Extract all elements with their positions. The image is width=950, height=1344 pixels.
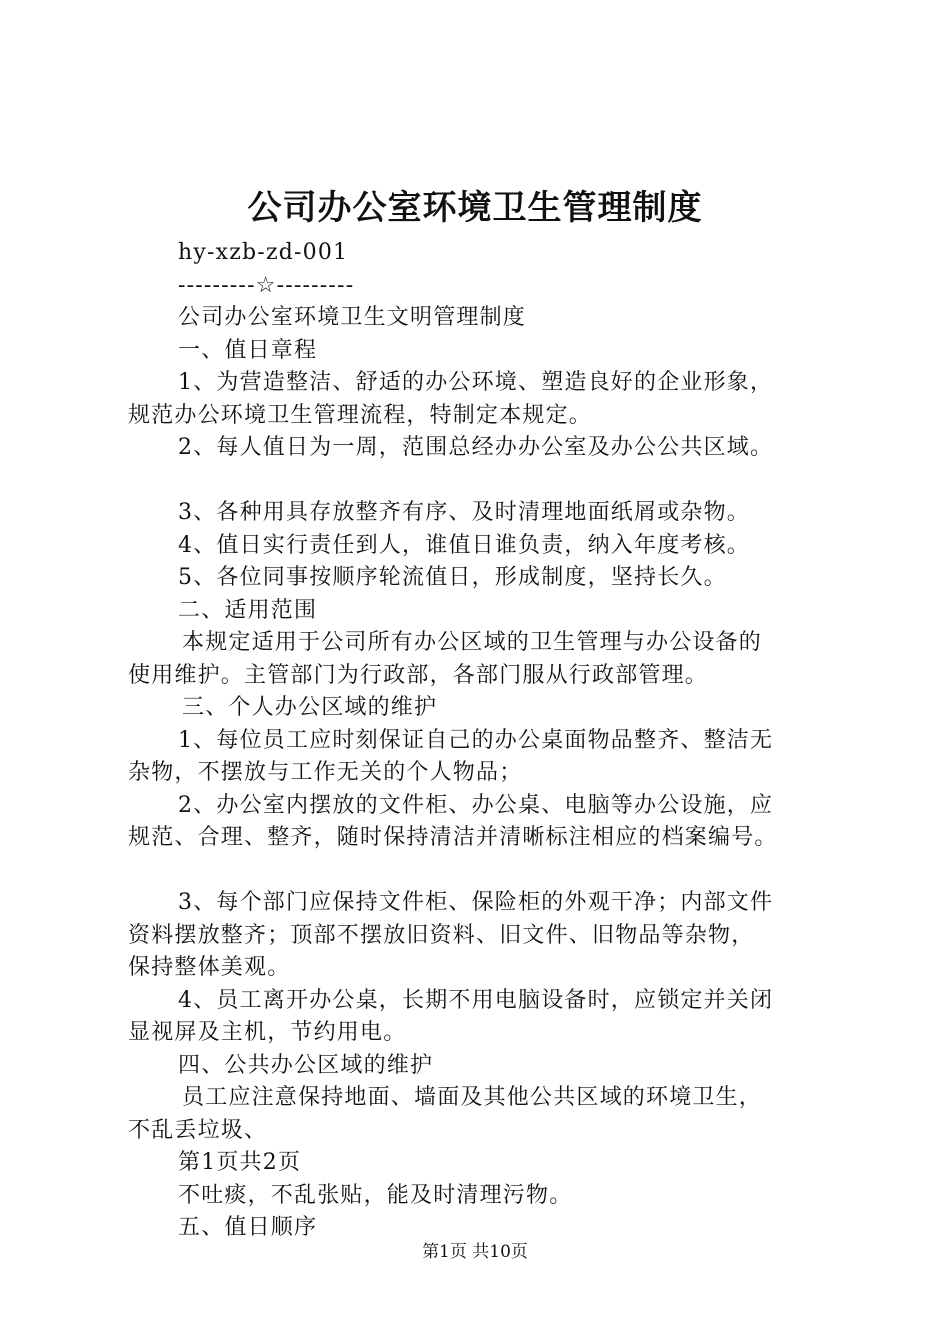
paragraph-line: 本规定适用于公司所有办公区域的卫生管理与办公设备的 [182,630,763,655]
paragraph-line: 2、办公室内摆放的文件柜、办公桌、电脑等办公设施，应 [178,792,774,818]
paragraph-line: 使用维护。主管部门为行政部，各部门服从行政部管理。 [128,662,709,688]
paragraph-line: 员工应注意保持地面、墙面及其他公共区域的环境卫生， [182,1085,763,1110]
section-heading-3: 三、个人办公区域的维护 [182,695,438,720]
section-heading-2: 二、适用范围 [178,597,318,623]
inline-page-marker: 第1页共2页 [178,1150,302,1175]
blank-line [128,855,840,888]
paragraph-line: 1、每位员工应时刻保证自己的办公桌面物品整齐、整洁无 [178,727,774,753]
paragraph-line: 不吐痰，不乱张贴，能及时清理污物。 [178,1182,573,1208]
section-heading-4: 四、公共办公区域的维护 [178,1052,434,1078]
paragraph-line: 显视屏及主机，节约用电。 [128,1020,407,1045]
paragraph-line: 规范、合理、整齐，随时保持清洁并清晰标注相应的档案编号。 [128,825,778,850]
paragraph-line: 资料摆放整齐；顶部不摆放旧资料、旧文件、旧物品等杂物， [128,922,755,948]
paragraph-line: 1、为营造整洁、舒适的办公环境、塑造良好的企业形象， [178,370,774,395]
paragraph-line: 规范办公环境卫生管理流程，特制定本规定。 [128,402,593,428]
blank-line [128,465,840,498]
paragraph-line: 4、值日实行责任到人，谁值日谁负责，纳入年度考核。 [178,532,750,558]
paragraph-line: 4、员工离开办公桌，长期不用电脑设备时，应锁定并关闭 [178,987,774,1013]
paragraph-line: 杂物，不摆放与工作无关的个人物品； [128,760,523,785]
paragraph-line: 5、各位同事按顺序轮流值日，形成制度，坚持长久。 [178,565,727,590]
subtitle-line: 公司办公室环境卫生文明管理制度 [178,305,527,330]
paragraph-line: 3、各种用具存放整齐有序、及时清理地面纸屑或杂物。 [178,500,750,525]
document-code: hy-xzb-zd-001 [178,240,349,265]
document-title: 公司办公室环境卫生管理制度 [247,188,703,228]
paragraph-line: 2、每人值日为一周，范围总经办办公室及办公公共区域。 [178,435,774,460]
section-heading-1: 一、值日章程 [178,337,318,363]
section-heading-5: 五、值日顺序 [178,1215,318,1240]
paragraph-line: 保持整体美观。 [128,955,291,980]
document-body [128,237,840,1245]
paragraph-line: 不乱丢垃圾、 [128,1117,268,1143]
paragraph-line: 3、每个部门应保持文件柜、保险柜的外观干净；内部文件 [178,890,774,915]
separator-line: ---------☆--------- [178,272,355,298]
page-footer: 第1页 共10页 [422,1242,528,1262]
